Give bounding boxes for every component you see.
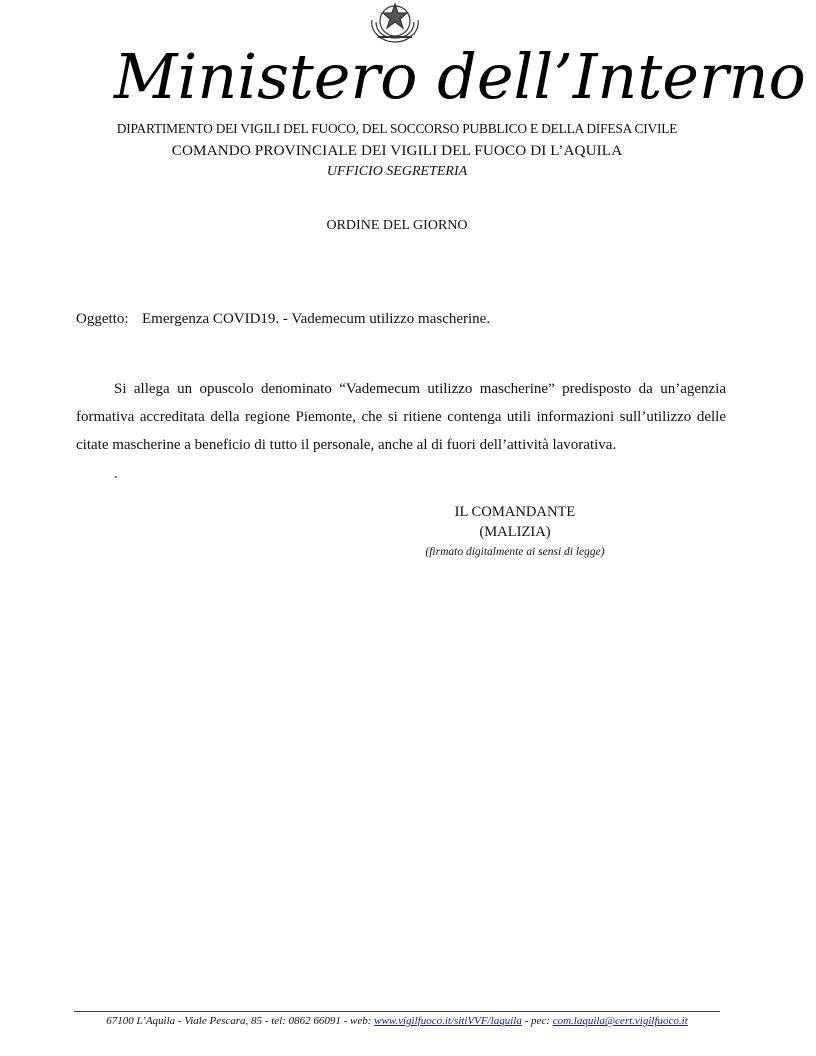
digital-signature-note: (firmato digitalmente ai sensi di legge)	[425, 546, 605, 558]
signature-block	[415, 502, 615, 561]
office-name: UFFICIO SEGRETERIA	[326, 164, 468, 179]
department-name: DIPARTIMENTO DEI VIGILI DEL FUOCO, DEL SOCCORSO PUBBLICO E DELLA DIFESA CIVILE	[116, 121, 678, 136]
subject-line	[76, 311, 490, 328]
footer-pec-label: - pec:	[524, 1015, 550, 1027]
command-name: COMANDO PROVINCIALE DEI VIGILI DEL FUOCO DI L’AQUILA	[171, 142, 623, 159]
footer-web-link[interactable]: www.vigilfuoco.it/sitiVVF/laquila	[374, 1015, 522, 1027]
footer-address: 67100 L’Aquila - Viale Pescara, 85 - tel: 0862 66091 - web:	[106, 1015, 372, 1027]
signatory-name: (MALIZIA)	[479, 524, 551, 540]
body-paragraph: Si allega un opuscolo denominato “Vademecum utilizzo mascherine” predisposto da un’agenzia formativa accreditata della regione Piemonte, che si ritiene contenga utili informazioni sull’utilizzo delle citate mascherine a beneficio di tutto il personale, anche al di fuori dell’attività lavorativa.	[76, 381, 726, 453]
ministry-wordmark	[112, 28, 806, 114]
footer-pec-link[interactable]: com.laquila@cert.vigilfuoco.it	[552, 1015, 688, 1027]
ministry-title: Ministero dell’Interno	[114, 40, 806, 113]
footer	[0, 1015, 794, 1027]
signatory-role: IL COMANDANTE	[454, 504, 576, 520]
stray-dot: .	[114, 466, 118, 482]
subject-label: Oggetto:	[76, 311, 129, 327]
subject-text: Emergenza COVID19. - Vademecum utilizzo mascherine.	[142, 311, 491, 327]
footer-divider	[74, 1011, 720, 1012]
document-title: ORDINE DEL GIORNO	[326, 218, 468, 233]
